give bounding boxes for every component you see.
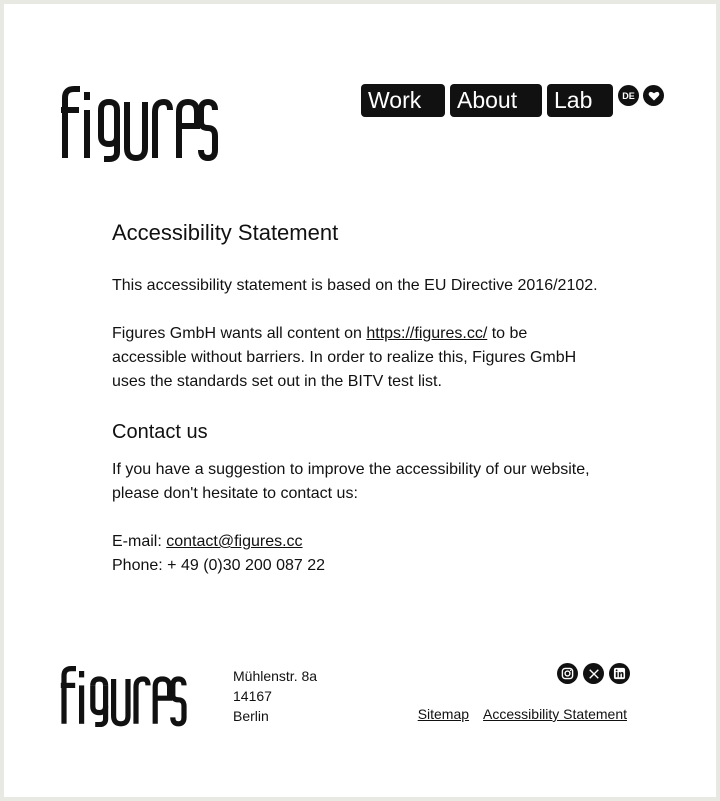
email-label: E-mail: bbox=[112, 533, 167, 550]
scope-text-before: Figures GmbH wants all content on bbox=[112, 325, 367, 342]
figures-logo-mark bbox=[60, 82, 220, 162]
contact-paragraph: If you have a suggestion to improve the accessibility of our website, please don't hesitate to contact us: bbox=[112, 461, 590, 502]
instagram-link[interactable] bbox=[557, 663, 578, 684]
site-link[interactable]: https://figures.cc/ bbox=[366, 325, 488, 342]
figures-logo-mark-footer bbox=[60, 663, 188, 727]
email-link[interactable]: contact@figures.cc bbox=[166, 533, 303, 550]
page-title: Accessibility Statement bbox=[112, 220, 339, 245]
nav-about[interactable]: About bbox=[450, 84, 542, 117]
figures-logo[interactable] bbox=[60, 82, 220, 162]
linkedin-link[interactable] bbox=[609, 663, 630, 684]
scope-paragraph bbox=[112, 322, 602, 394]
intro-paragraph: This accessibility statement is based on the EU Directive 2016/2102. bbox=[112, 277, 598, 294]
contact-details bbox=[112, 530, 602, 578]
footer-links bbox=[418, 706, 627, 722]
x-icon bbox=[588, 668, 600, 680]
address-city: Berlin bbox=[233, 708, 269, 724]
page bbox=[4, 4, 716, 797]
main-nav bbox=[361, 84, 668, 117]
instagram-icon bbox=[561, 667, 574, 680]
phone-line: Phone: + 49 (0)30 200 087 22 bbox=[112, 557, 326, 574]
heart-icon bbox=[648, 90, 660, 102]
x-link[interactable] bbox=[583, 663, 604, 684]
scope-text-after: to be accessible without barriers. In order to realize this, Figures GmbH uses the standards set out in the BITV test list. bbox=[112, 325, 577, 390]
nav-lab[interactable]: Lab bbox=[547, 84, 613, 117]
contact-heading: Contact us bbox=[112, 421, 208, 443]
sitemap-link[interactable]: Sitemap bbox=[417, 706, 470, 722]
language-toggle-de[interactable]: DE bbox=[618, 85, 639, 106]
main-content bbox=[112, 218, 602, 602]
linkedin-icon bbox=[613, 667, 626, 680]
footer-logo[interactable] bbox=[60, 663, 188, 727]
nav-work[interactable]: Work bbox=[361, 84, 445, 117]
address-street: Mühlenstr. 8a bbox=[233, 668, 318, 684]
social-links bbox=[557, 663, 630, 684]
accessibility-statement-link[interactable]: Accessibility Statement bbox=[483, 706, 627, 722]
address-zip: 14167 bbox=[233, 688, 272, 704]
footer-address bbox=[233, 666, 317, 726]
favorites-button[interactable] bbox=[643, 85, 664, 106]
